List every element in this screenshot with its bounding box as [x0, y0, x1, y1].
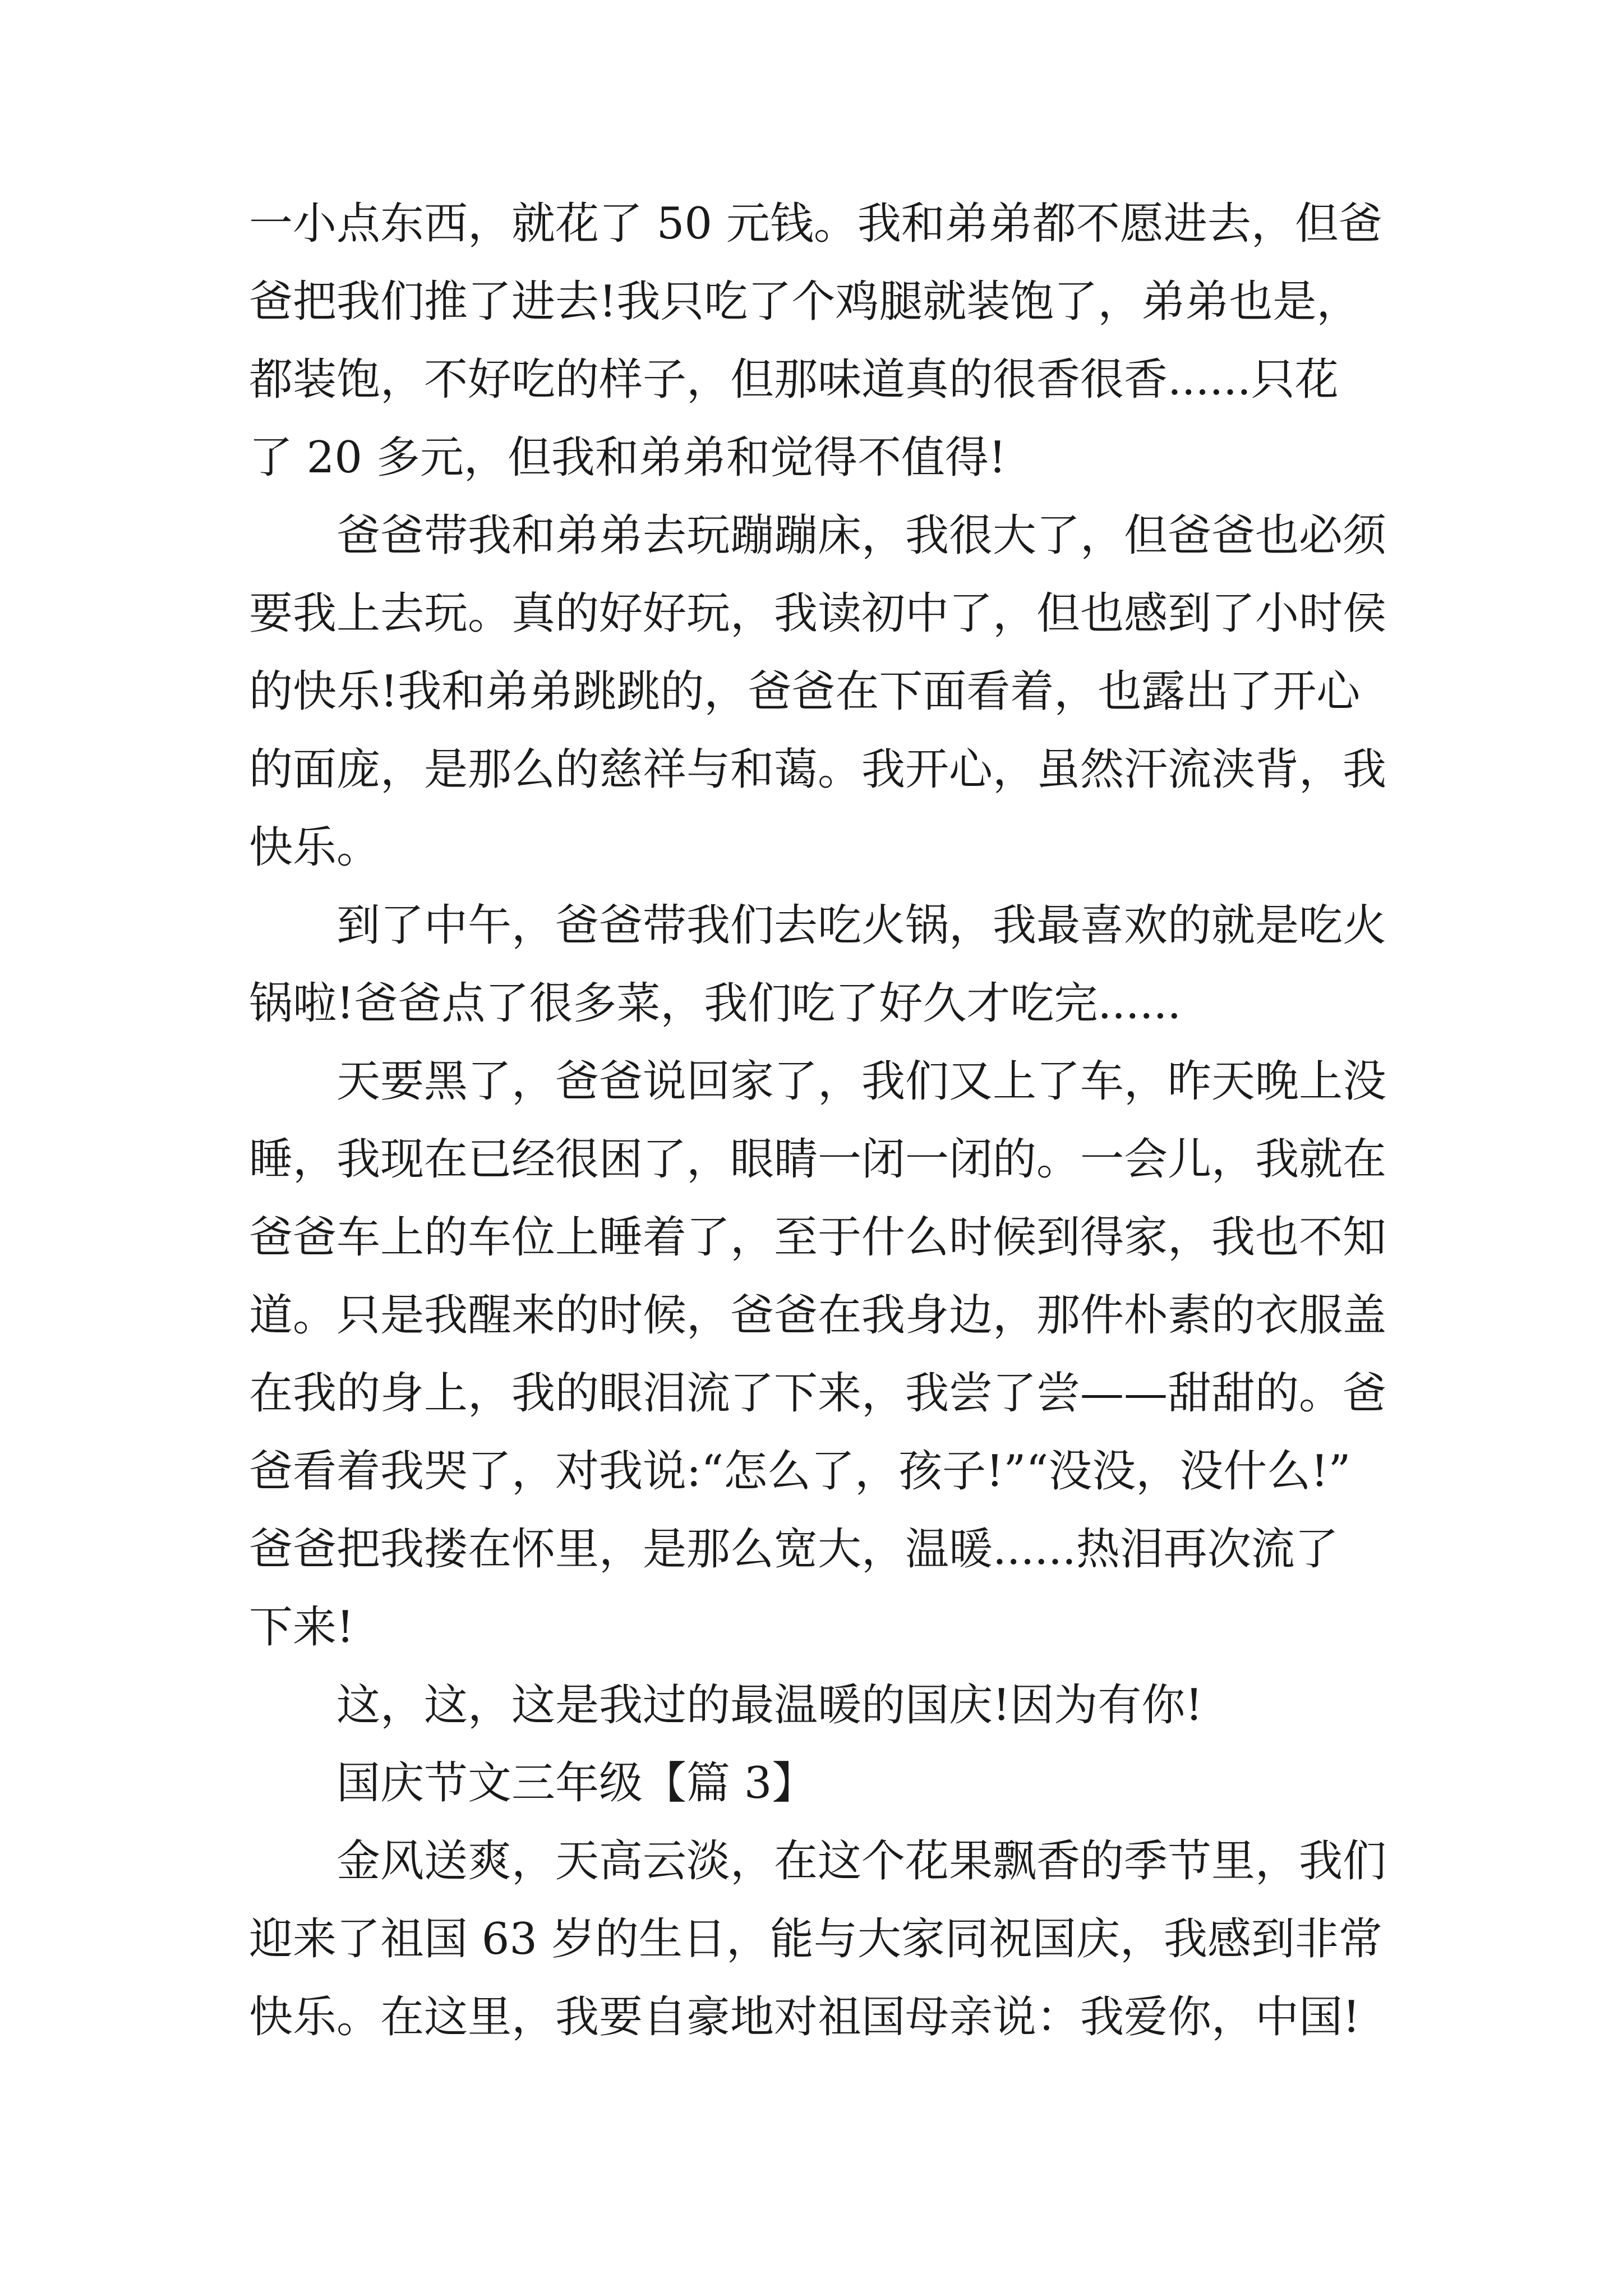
text-line: 都装饱，不好吃的样子，但那味道真的很香很香......只花 — [249, 355, 1339, 405]
text-line: 道。只是我醒来的时候，爸爸在我身边，那件朴素的衣服盖 — [249, 1290, 1387, 1341]
text-line: 锅啦!爸爸点了很多菜，我们吃了好久才吃完...... — [249, 978, 1182, 1029]
section-heading: 国庆节文三年级【篇 3】 — [336, 1758, 816, 1809]
text-line: 爸看着我哭了，对我说:“怎么了，孩子!”“没没，没什么!” — [249, 1446, 1351, 1497]
paragraph-start-line: 天要黑了，爸爸说回家了，我们又上了车，昨天晚上没 — [336, 1056, 1387, 1107]
paragraph-start-line: 金风送爽，天高云淡，在这个花果飘香的季节里，我们 — [336, 1836, 1387, 1887]
text-line: 下来! — [249, 1602, 354, 1653]
text-line: 迎来了祖国 63 岁的生日，能与大家同祝国庆，我感到非常 — [249, 1914, 1382, 1964]
text-line: 在我的身上，我的眼泪流了下来，我尝了尝——甜甜的。爸 — [249, 1368, 1387, 1419]
text-line: 快乐。 — [249, 822, 381, 873]
text-line: 的面庞，是那么的慈祥与和蔼。我开心，虽然汗流浃背，我 — [249, 744, 1387, 795]
text-line: 爸把我们推了进去!我只吃了个鸡腿就装饱了，弟弟也是， — [249, 277, 1361, 327]
text-line: 睡，我现在已经很困了，眼睛一闭一闭的。一会儿，我就在 — [249, 1134, 1387, 1185]
paragraph-start-line: 爸爸带我和弟弟去玩蹦蹦床，我很大了，但爸爸也必须 — [336, 510, 1387, 561]
text-line: 爸爸车上的车位上睡着了，至于什么时候到得家，我也不知 — [249, 1212, 1387, 1263]
paragraph-start-line: 到了中午，爸爸带我们去吃火锅，我最喜欢的就是吃火 — [336, 900, 1387, 951]
document-body — [249, 185, 1393, 2056]
text-line: 快乐。在这里，我要自豪地对祖国母亲说：我爱你，中国! — [249, 1992, 1361, 2042]
text-line: 要我上去玩。真的好好玩，我读初中了，但也感到了小时侯 — [249, 588, 1387, 639]
text-line: 了 20 多元，但我和弟弟和觉得不值得! — [249, 432, 1007, 483]
text-line: 的快乐!我和弟弟跳跳的，爸爸在下面看着，也露出了开心 — [249, 666, 1361, 717]
paragraph-start-line: 这，这，这是我过的最温暖的国庆!因为有你! — [336, 1680, 1203, 1731]
text-line: 爸爸把我搂在怀里，是那么宽大，温暖......热泪再次流了 — [249, 1524, 1339, 1575]
text-line: 一小点东西，就花了 50 元钱。我和弟弟都不愿进去，但爸 — [249, 199, 1382, 249]
